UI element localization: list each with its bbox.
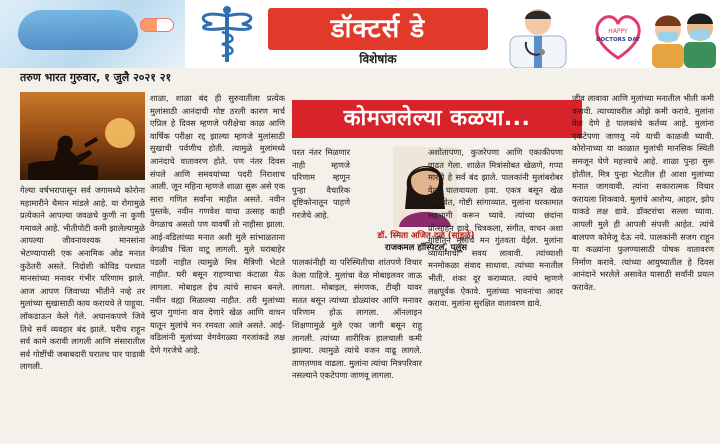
glove-hand-icon: [18, 10, 138, 50]
banner-subtitle: विशेषांक: [359, 52, 397, 66]
column-4-text: अशोतापणा, कुजरेपणा आणि एकाकीपणा वाढत गेला. शाळेत मित्रांसोबत खेळणे, गप्पा मारणे हे सर्व बंद झाले. पालकांनी मुलांबरोबर वेळ घालवायला हवा. एकत्र बसून खेळ खेळावेत, गोष्टी सांगाव्यात. मुलांना घरकामात सहभागी करून घ्यावे. त्यांच्या छंदांना प्रोत्साहन द्यावे. चित्रकला, संगीत, वाचन अशा गोष्टींतून मुलांचे मन गुंतवता येईल. मुलांना व्यायामाची सवय लावावी. त्यांच्याशी मनमोकळा संवाद साधावा. त्यांच्या मनातील भीती, शंका दूर कराव्यात. त्यांचे म्हणणे लक्षपूर्वक ऐकावे. मुलांच्या भावनांचा आदर करावा. मुलांना सुरक्षित वातावरण द्यावे.: [428, 147, 563, 309]
reading-child-silhouette: [28, 120, 118, 180]
author-name: डॉ. स्मिता अजित दळे (सांडुळे): [377, 231, 475, 241]
article-column-3-top: [292, 146, 350, 256]
column-2-text: शाळा, शाळा बंद ही सुरुवातीला प्रत्येक मुलांसाठी आनंदाची गोष्ट ठरली कारण मार्च एप्रिल हे दिवस म्हणजे परीक्षेचा काळ आणि वार्षिक परीक्षा रद्द झाल्या म्हणजे मुलांसाठी सुखाची पर्वणीच होती. त्यामुळे मुलांमध्ये आनंदाचे वातावरण होते. पण नंतर दिवस संपले आणि समवयांच्या पदरी निराशाच आली. जून महिना म्हणजे शाळा सुरू असे एक सारा गणित सर्वांना माहीत असते. नवीन पुस्तके, नवीन गणवेश याचा उत्साह काही वेगळाच असतो पण यावर्षी तो नाहीसा झाला. आई-वडिलांच्या मनात अशी मुले सांभाळताना वेगळीच चिंता वाटू लागली. मुले घराबाहेर पडली नाहीत त्यामुळे मित्र मैत्रिणी भेटले नाहीत. घरी बसून राहण्याचा कंटाळा येऊ लागला. मोबाइल हेच त्यांचे साधन बनले. नवीन वह्या मिळाल्या नाहीत. तरी मुलांच्या सुप्त गुणांना वाव देणारे खेळ आणि वाचन यातून मुलांचे मन रमवता आले असते. आई-वडिलांनी मुलांच्या वेगवेगळ्या गरजांकडे लक्ष देणे गरजेचे आहे.: [150, 93, 285, 355]
badge-happy-text: HAPPY: [608, 28, 628, 35]
child-silhouette-photo: [20, 92, 145, 180]
column-1-text: गेल्या वर्षभरापासून सर्व जगामध्ये कोरोना महामारीने थैमान मांडले आहे. या रोगामुळे प्रत्येकाने आपल्या जवळचे कुणी ना कुणी गमावले आहे. भीतीपोटी कमी झालेल्यामुळे आपल्या जीवनावश्यक मानसांना भेटण्यापासी एक अनामिक ओढ मनात कुठेतरी असते. निदोशी कोविड पश्चात मानसांच्या मनावर गंभीर परिणाम झाले. आज आपण जिवाच्या भीतीने नव्हे तर मुलांच्या सुखासाठी काय करायचे ते पाहूया. लॉकडाऊन केले गेले. अचानकपणे जिवे तिथे सर्व व्यवहार बंद झाले. घरीच राहून सर्व कामे करावी लागली आणि संसारातील सर्व गोष्टींची जबाबदारी घरातच पार पाडावी लागली.: [20, 185, 145, 372]
publication-name: तरुण भारत: [20, 71, 66, 84]
column-5-text: जीव लावावा आणि मुलांच्या मनातील भीती कमी करावी. त्याच्यावरील ओझे कमी करावे. मुलांना वेळ देणे हे पालकांचे कर्तव्य आहे. मुलांना एकटेपणा जाणवू नये याची काळजी घ्यावी. कोरोनाच्या या काळात मुलांची मानसिक स्थिती समजून घेणे महत्त्वाचे आहे. शाळा पुन्हा सुरू होतील, मित्र पुन्हा भेटतील ही आशा मुलांच्या मनात जागवावी. त्यांना सकारात्मक विचार करायला शिकवावे. मुलांचे आरोग्य, आहार, झोप याकडे लक्ष द्यावे. डॉक्टरांचा सल्ला घ्यावा. आपली मुले ही आपली संपत्ती आहेत. त्यांचे बालपण कोमेजू देऊ नये. पालकांनी सजग राहून या कळ्यांना फुलण्यासाठी पोषक वातावरण निर्माण करावे. त्यांच्या आयुष्यातील हे दिवस आनंदाने भरलेले असावेत यासाठी सर्वांनी प्रयत्न करावेत.: [572, 93, 714, 292]
article-kicker: कोमजलेल्या कळया...: [292, 100, 582, 138]
column-3-bottom-text: पालकांनीही या परिस्थितीचा शांतपणे विचार केला पाहिजे. मुलांचा वेळ मोबाइलवर जाऊ लागला. मोबाइल, संगणक, टीव्ही यावर सतत बसून त्यांच्या डोळ्यांवर आणि मनावर परिणाम होऊ लागला. ऑनलाइन शिक्षणामुळे मुले एका जागी बसून राहू लागली. त्यांच्या शारीरिक हालचाली कमी झाल्या. त्यामुळे त्यांचे वजन वाढू लागले. ताणतणाव वाढला. मुलांना त्यांचा मित्रपरिवार नसल्याने एकटेपणा जाणवू लागला.: [292, 257, 422, 381]
article-column-3-bottom: [292, 256, 422, 442]
badge-doctors-day-text: DOCTORS DAY: [595, 37, 641, 43]
masked-faces-illustration: [648, 4, 720, 68]
publication-date: गुरुवार, १ जुलै २०२१: [69, 71, 156, 84]
banner-title: डॉक्टर्स डे: [268, 8, 488, 50]
publication-header: [20, 70, 205, 88]
page-number: २१: [159, 71, 172, 84]
column-3-top-text: परत नंतर मिळणार नाही म्हणजे परिणाम म्हणून पुन्हा वैचारिक दृष्टिकोनातून पाहणे गरजेचे आहे.: [292, 147, 350, 220]
article-column-4: [428, 146, 563, 442]
article-column-2: [150, 92, 285, 442]
author-affiliation: राजकमल हॉस्पिटल, पलूस: [385, 243, 467, 253]
article-column-5: [572, 92, 714, 442]
banner-medical-photo: [0, 0, 185, 68]
banner: [0, 0, 720, 68]
doctors-day-heart-icon: [590, 6, 646, 62]
pill-icon: [140, 18, 174, 32]
doctor-illustration: [498, 2, 578, 68]
caduceus-icon: [192, 4, 262, 64]
article-column-1: [20, 184, 145, 442]
